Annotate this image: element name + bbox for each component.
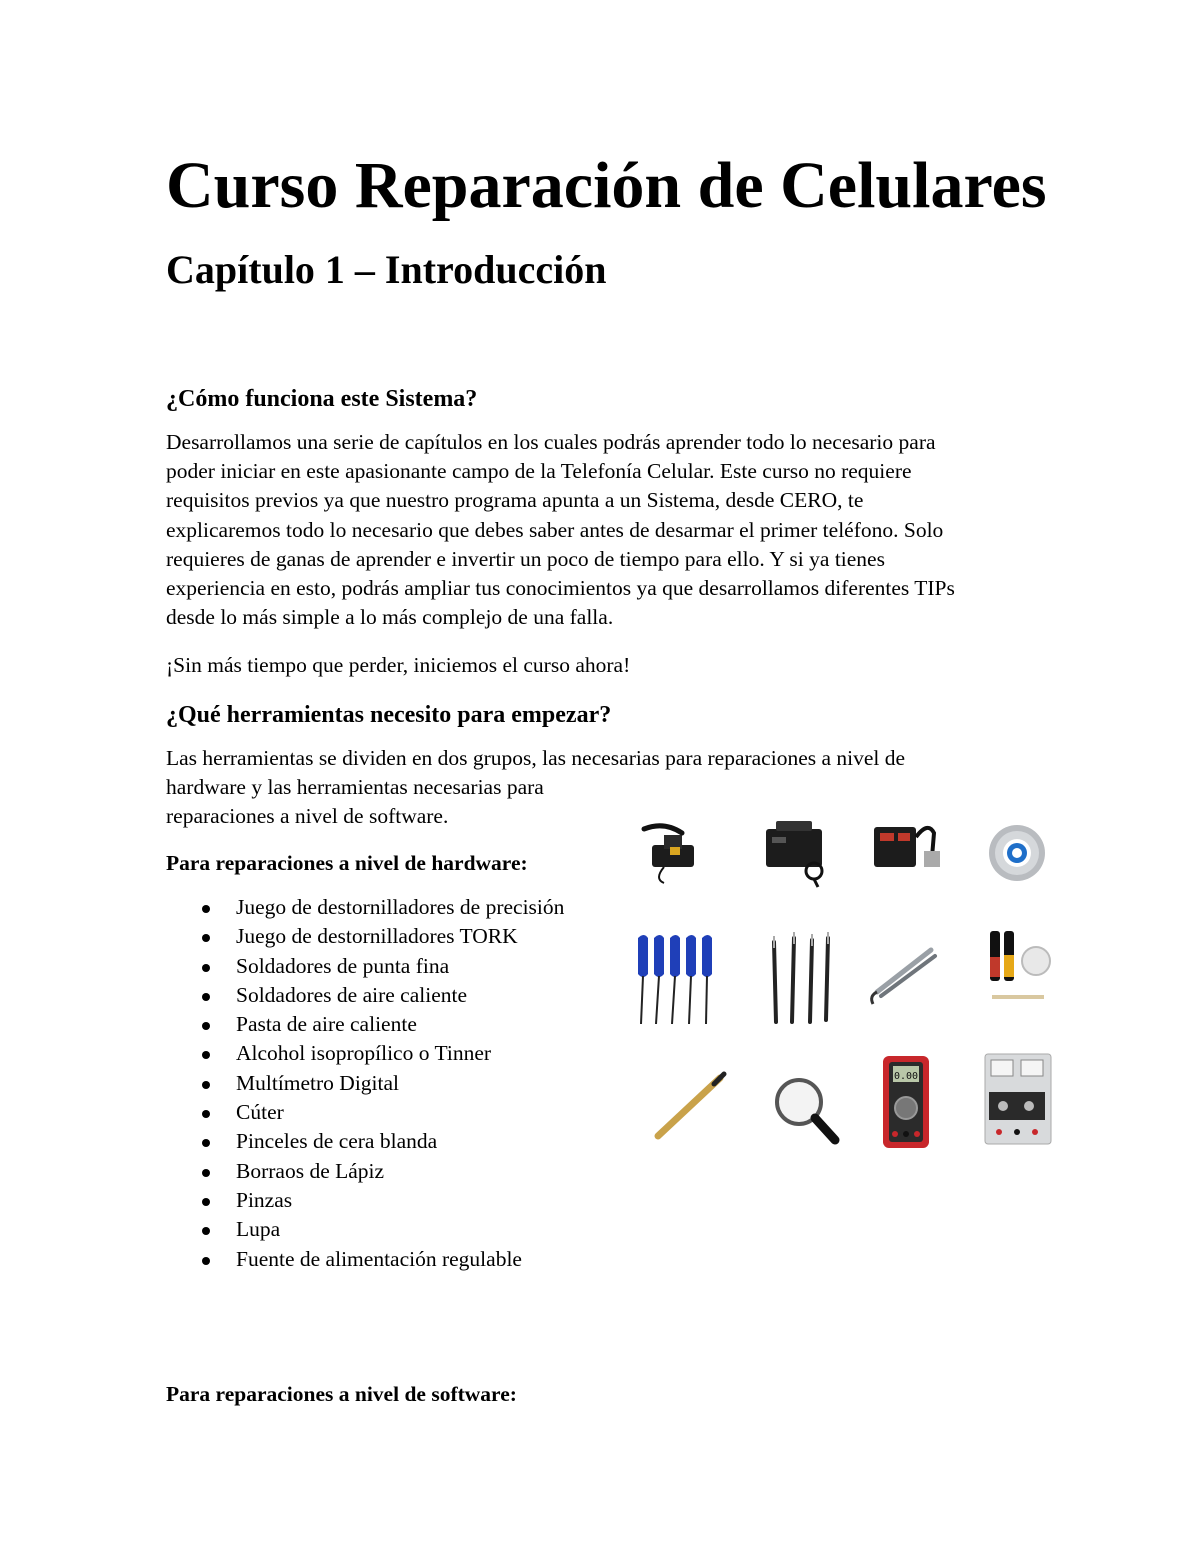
chapter-title: Capítulo 1 – Introducción	[166, 247, 607, 292]
multimeter-icon	[883, 1056, 929, 1148]
document-title: Curso Reparación de Celulares	[166, 149, 1047, 222]
list-item-text: Cúter	[236, 1100, 284, 1125]
paragraph-line: hardware y las herramientas necesarias para	[166, 775, 544, 800]
paragraph-line: requisitos previos ya que nuestro programa apunta a un Sistema, desde CERO, te	[166, 488, 864, 513]
flux-paste-icon	[990, 931, 1050, 997]
rework-station-icon	[874, 827, 940, 867]
multimeter-display-text: 0.00	[893, 1071, 919, 1082]
closing-sentence	[166, 651, 1046, 680]
bullet-icon	[202, 1169, 210, 1177]
list-item-text: Borraos de Lápiz	[236, 1158, 385, 1183]
list-item-text: Soldadores de aire caliente	[236, 982, 468, 1007]
list-item-text: Juego de destornilladores TORK	[236, 924, 518, 949]
tweezers-icon	[872, 950, 935, 1004]
list-item	[166, 893, 564, 922]
bullet-icon	[202, 1227, 210, 1235]
list-item	[166, 1127, 564, 1156]
tools-illustration	[624, 792, 1064, 1170]
list-item	[166, 1215, 564, 1244]
paragraph-line: poder iniciar en este apasionante campo de la Telefonía Celular. Este curso no requiere	[166, 459, 912, 484]
bullet-icon	[202, 1051, 210, 1059]
list-item-text: Pinceles de cera blanda	[236, 1129, 438, 1154]
bullet-icon	[202, 993, 210, 1001]
bullet-icon	[202, 1257, 210, 1265]
bullet-icon	[202, 964, 210, 972]
list-item-text: Pinzas	[236, 1187, 293, 1212]
section-heading-system: ¿Cómo funciona este Sistema?	[166, 386, 478, 412]
software-subheading: Para reparaciones a nivel de software:	[166, 1382, 517, 1406]
paragraph-line: experiencia en esto, podrás ampliar tus conocimientos ya que desarrollamos diferentes TIPs	[166, 576, 955, 601]
paragraph-line: Las herramientas se dividen en dos grupos, las necesarias para reparaciones a nivel de	[166, 746, 906, 770]
bullet-icon	[202, 1022, 210, 1030]
list-item	[166, 922, 564, 951]
paragraph-line: reparaciones a nivel de software.	[166, 804, 449, 829]
list-item	[166, 1039, 564, 1068]
tools-illustration-svg	[624, 792, 1064, 1170]
list-item-text: Multímetro Digital	[236, 1070, 400, 1095]
hardware-subheading: Para reparaciones a nivel de hardware:	[166, 851, 528, 875]
section-heading-tools: ¿Qué herramientas necesito para empezar?	[166, 702, 612, 728]
paragraph-line: requieres de ganas de aprender e invertir un poco de tiempo para ello. Y si ya tienes	[166, 546, 885, 571]
solder-wire-icon	[989, 825, 1045, 881]
list-item	[166, 952, 564, 981]
bullet-icon	[202, 934, 210, 942]
brush-pen-icon	[658, 1074, 724, 1136]
list-item-text: Alcohol isopropílico o Tinner	[236, 1041, 492, 1066]
screwdriver-set-icon	[638, 935, 712, 1024]
list-item-text: Soldadores de punta fina	[236, 953, 450, 978]
hardware-tools-list	[166, 893, 564, 1274]
bullet-icon	[202, 1139, 210, 1147]
list-item-text: Fuente de alimentación regulable	[236, 1246, 522, 1271]
soldering-iron-icon	[644, 826, 694, 883]
paragraph-line: explicaremos todo lo necesario que debes saber antes de desarmar el primer teléfono. Solo	[166, 517, 944, 542]
magnifier-icon	[777, 1080, 835, 1140]
paragraph-line: desde lo más simple a lo más complejo de una falla.	[166, 605, 614, 630]
list-item	[166, 1010, 564, 1039]
list-item	[166, 1245, 564, 1274]
list-item	[166, 1069, 564, 1098]
tweezers-set-icon	[774, 932, 828, 1022]
power-supply-icon	[985, 1054, 1051, 1144]
list-item	[166, 1098, 564, 1127]
bullet-icon	[202, 1081, 210, 1089]
intro-paragraph	[166, 428, 1046, 632]
bullet-icon	[202, 905, 210, 913]
list-item	[166, 1186, 564, 1215]
bullet-icon	[202, 1198, 210, 1206]
hot-air-station-icon	[766, 821, 822, 887]
paragraph-line: Desarrollamos una serie de capítulos en los cuales podrás aprender todo lo necesario para	[166, 430, 936, 454]
list-item	[166, 1157, 564, 1186]
list-item-text: Juego de destornilladores de precisión	[236, 895, 565, 919]
list-item-text: Pasta de aire caliente	[236, 1012, 417, 1037]
list-item-text: Lupa	[236, 1217, 281, 1242]
bullet-icon	[202, 1110, 210, 1118]
closing-text: ¡Sin más tiempo que perder, iniciemos el curso ahora!	[166, 653, 631, 677]
list-item	[166, 981, 564, 1010]
